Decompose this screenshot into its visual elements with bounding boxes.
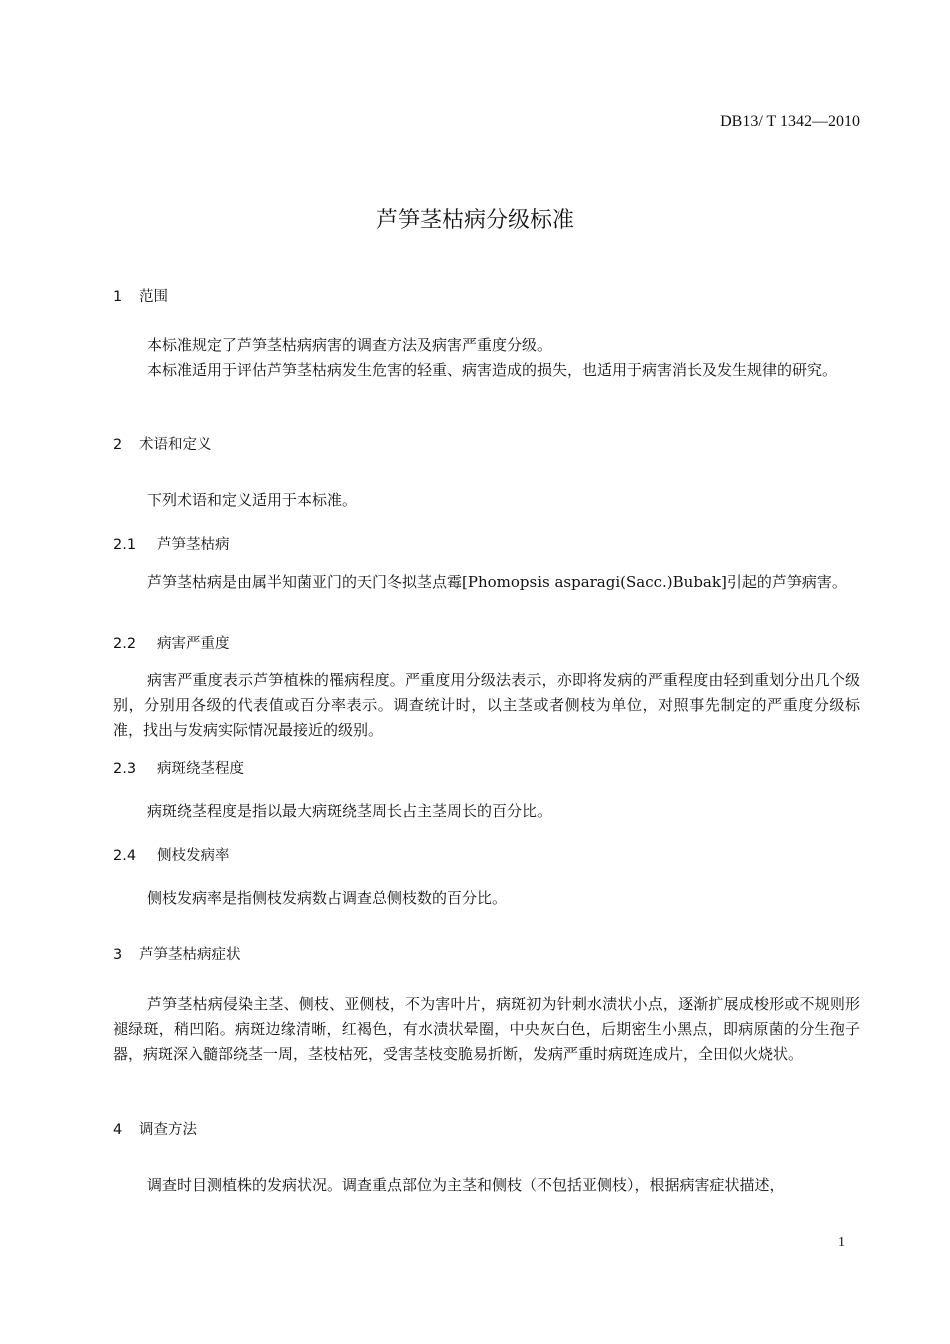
section-title: 调查方法 — [139, 1122, 197, 1138]
section-title: 芦笋茎枯病症状 — [139, 947, 241, 963]
subsection-heading — [113, 846, 230, 866]
paragraph: 下列术语和定义适用于本标准。 — [147, 491, 358, 509]
subsection-number: 2.1 — [113, 537, 137, 553]
subsection-title: 病害严重度 — [157, 636, 230, 652]
paragraph: 芦笋茎枯病侵染主茎、侧枝、亚侧枝，不为害叶片，病斑初为针刺水渍状小点，逐渐扩展成梭形或不规则形褪绿斑，稍凹陷。病斑边缘清晰，红褐色，有水渍状晕圈，中央灰白色，后期密生小黑点，即病原菌的分生孢子器，病斑深入髓部绕茎一周，茎枝枯死，受害茎枝变脆易折断，发病严重时病斑连成片，全田似火烧状。 — [113, 995, 860, 1063]
subsection-number: 2.2 — [113, 636, 137, 652]
section-heading — [113, 435, 212, 455]
section-title: 术语和定义 — [139, 437, 212, 453]
subsection-heading — [113, 759, 244, 779]
paragraph: 芦笋茎枯病是由属半知菌亚门的天门冬拟茎点霉[Phomopsis asparagi(Sacc.)Bubak]引起的芦笋病害。 — [147, 573, 847, 591]
paragraph: 病斑绕茎程度是指以最大病斑绕茎周长占主茎周长的百分比。 — [147, 802, 553, 820]
section-title: 范围 — [139, 289, 168, 305]
paragraph: 病害严重度表示芦笋植株的罹病程度。严重度用分级法表示，亦即将发病的严重程度由轻到重划分出几个级别，分别用各级的代表值或百分率表示。调查统计时，以主茎或者侧枝为单位，对照事先制定的严重度分级标准，找出与发病实际情况最接近的级别。 — [113, 671, 860, 739]
section-heading — [113, 1120, 197, 1140]
section-number: 3 — [113, 947, 123, 963]
subsection-number: 2.4 — [113, 848, 137, 864]
section-number: 4 — [113, 1122, 123, 1138]
paragraph: 本标准规定了芦笋茎枯病病害的调查方法及病害严重度分级。 — [147, 336, 553, 354]
subsection-title: 侧枝发病率 — [157, 848, 230, 864]
section-heading — [113, 945, 241, 965]
paragraph: 调查时目测植株的发病状况。调查重点部位为主茎和侧枝（不包括亚侧枝），根据病害症状描述， — [147, 1176, 785, 1194]
section-number: 1 — [113, 289, 123, 305]
standard-code: DB13/ T 1342—2010 — [720, 113, 860, 130]
section-number: 2 — [113, 437, 123, 453]
page-number: 1 — [838, 1235, 845, 1250]
subsection-title: 病斑绕茎程度 — [157, 761, 244, 777]
subsection-title: 芦笋茎枯病 — [157, 537, 230, 553]
subsection-heading — [113, 535, 230, 555]
paragraph: 本标准适用于评估芦笋茎枯病发生危害的轻重、病害造成的损失，也适用于病害消长及发生规律的研究。 — [147, 361, 838, 379]
subsection-heading — [113, 634, 230, 654]
document-title: 芦笋茎枯病分级标准 — [375, 208, 574, 233]
section-heading — [113, 287, 168, 307]
subsection-number: 2.3 — [113, 761, 137, 777]
paragraph: 侧枝发病率是指侧枝发病数占调查总侧枝数的百分比。 — [147, 889, 508, 907]
